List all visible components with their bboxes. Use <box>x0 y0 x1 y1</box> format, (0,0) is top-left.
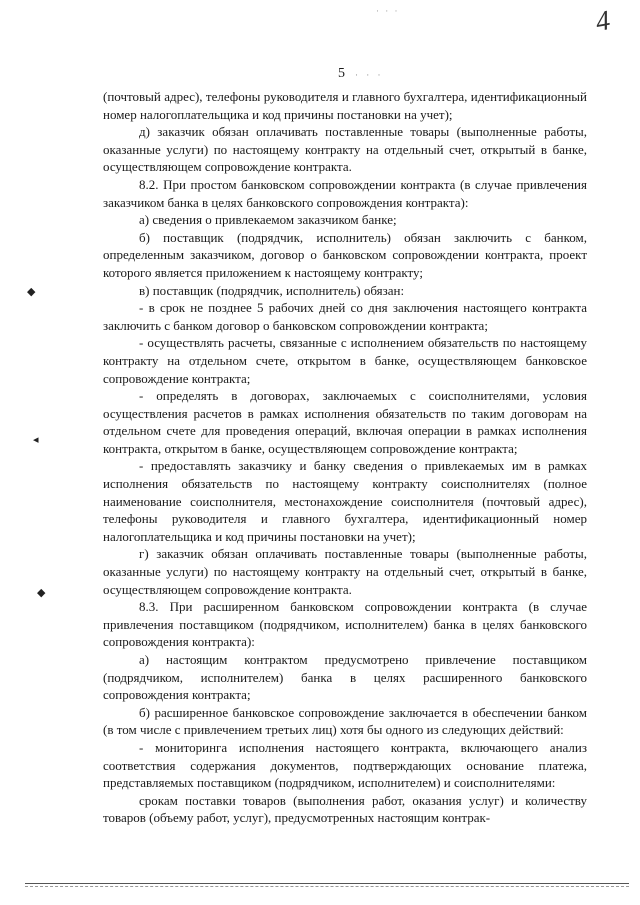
paragraph: - мониторинга исполнения настоящего контракта, включающего анализ соответствия содержания документов, подтверждающих основание платежа, представляемых поставщиком (подрядчиком, исполнителем) и соисполнителями: <box>103 739 587 791</box>
paragraph: 8.2. При простом банковском сопровождении контракта (в случае привлечения заказчиком банка в целях банковского сопровождения контракта): <box>103 176 587 210</box>
scan-artifact: · · · <box>376 6 400 16</box>
margin-bullet-mark: ◆ <box>27 286 36 298</box>
paragraph: б) поставщик (подрядчик, исполнитель) обязан заключить с банком, определенным заказчиком, договор о банковском сопровождении контракта, проект которого является приложением к настоящему контракту; <box>103 229 587 280</box>
margin-bullet-mark: ◆ <box>37 587 46 599</box>
paragraph: г) заказчик обязан оплачивать поставленные товары (выполненные работы, оказанные услуги) по настоящему контракту на отдельный счет, открытый в банке, осуществляющем сопровождение контракта. <box>103 546 587 597</box>
handwritten-page-mark: 4 <box>593 5 613 38</box>
contract-text <box>103 88 587 827</box>
margin-bullet-mark: ◂ <box>33 434 39 446</box>
paragraph: - осуществлять расчеты, связанные с исполнением обязательств по настоящему контракту на отдельном счете, открытом в банке, осуществляющем банковское сопровождение контракта; <box>103 335 587 386</box>
paragraph: (почтовый адрес), телефоны руководителя и главного бухгалтера, идентификационный номер налогоплательщика и код причины постановки на учет); <box>103 89 587 122</box>
paragraph: - в срок не позднее 5 рабочих дней со дня заключения настоящего контракта заключить с банком договор о банковском сопровождении контракта; <box>103 300 587 333</box>
paragraph: д) заказчик обязан оплачивать поставленные товары (выполненные работы, оказанные услуги) по настоящему контракту на отдельный счет, открытый в банке, осуществляющем сопровождение контракта. <box>103 124 587 175</box>
bottom-scan-edge <box>25 883 629 884</box>
paragraph: в) поставщик (подрядчик, исполнитель) обязан: <box>139 282 405 298</box>
page-number: 5 <box>338 66 345 81</box>
scan-artifact: · · · <box>355 70 384 80</box>
paragraph: б) расширенное банковское сопровождение заключается в обеспечении банком (в том числе с привлечением третьих лиц) хотя бы одного из следующих действий: <box>103 704 587 738</box>
paragraph: 8.3. При расширенном банковском сопровождении контракта (в случае привлечения поставщиком (подрядчиком, исполнителем) банка в целях банковского сопровождения контракта): <box>103 599 587 650</box>
bottom-scan-edge-shadow <box>25 886 629 887</box>
paragraph: - определять в договорах, заключаемых с соисполнителями, условия осуществления расчетов в рамках исполнения обязательств по таким договорам на отдельном счете для проведения операций, включая операции в рамках исполнения контракта, открытом в банке, осуществляющем сопровождение контракта; <box>103 388 587 456</box>
paragraph: а) настоящим контрактом предусмотрено привлечение поставщиком (подрядчиком, исполнителем) банка в целях расширенного банковского сопровождения контракта; <box>103 652 587 703</box>
paragraph: срокам поставки товаров (выполнения работ, оказания услуг) и количеству товаров (объему работ, услуг), предусмотренных настоящим контрак- <box>103 792 587 826</box>
paragraph: а) сведения о привлекаемом заказчиком банке; <box>139 212 397 228</box>
paragraph: - предоставлять заказчику и банку сведения о привлекаемых им в рамках исполнения обязательств по настоящему контракту соисполнителях (полное наименование соисполнителя, местонахождение соисполнителя (почтовый адрес), телефоны руководителя и главного бухгалтера, идентификационный номер налогоплательщика и код причины постановки на учет); <box>103 458 587 544</box>
